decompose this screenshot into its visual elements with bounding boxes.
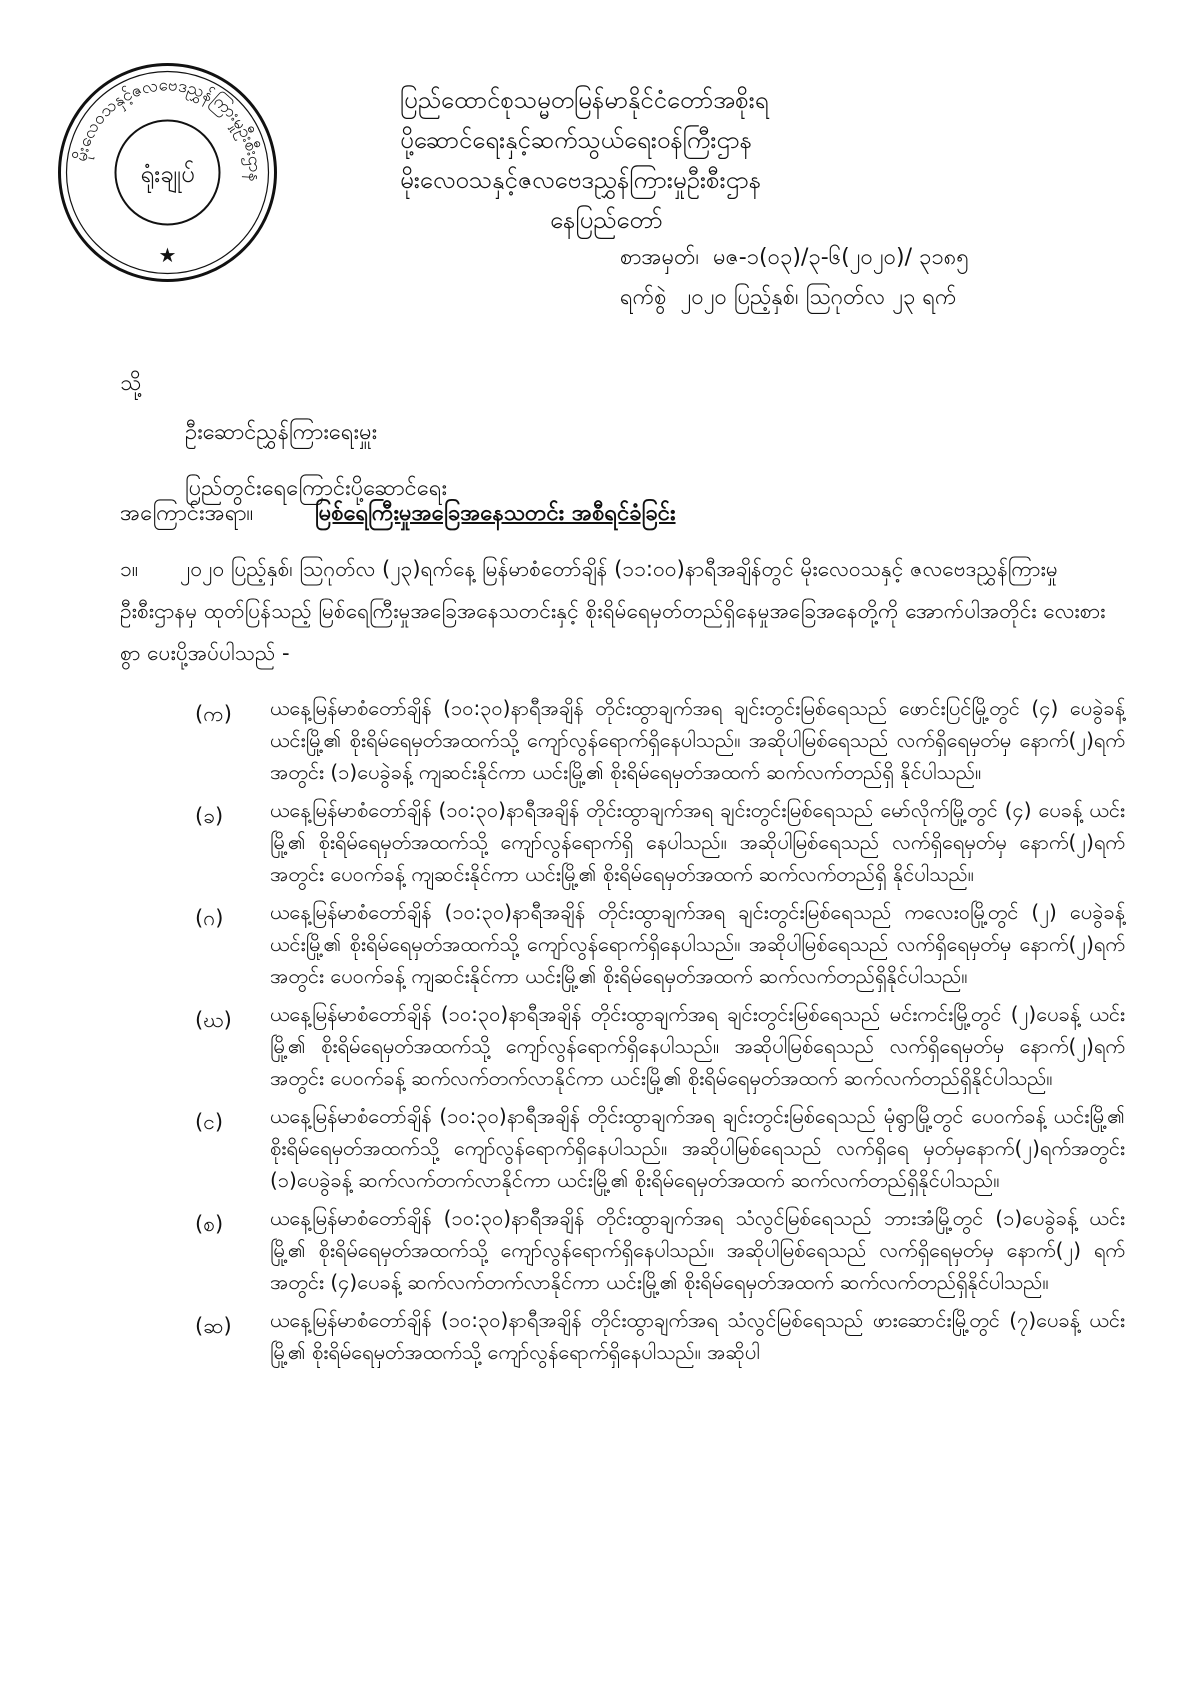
- item-text: ယနေ့မြန်မာစံတော်ချိန် (၁၀:၃၀)နာရီအချိန် တိုင်းထွာချက်အရ ချင်းတွင်းမြစ်ရေသည် ကလေးဝမြို့တွင် (၂) ပေခွဲခန့် ယင်းမြို့၏ စိုးရိမ်ရေမှတ်အထက်သို့ ကျော်လွန်ရောက်ရှိနေပါသည်။ အဆိုပါမြစ်ရေသည် လက်ရှိရေမှတ်မှ နောက်(၂)ရက်အတွင်း ပေဝက်ခန့် ကျဆင်းနိုင်ကာ ယင်းမြို့၏ စိုးရိမ်ရေမှတ်အထက် ဆက်လက်တည်ရှိနိုင်ပါသည်။: [270, 900, 1125, 988]
- to-label: သို့: [120, 371, 142, 396]
- item-label: (င): [195, 1110, 224, 1134]
- item-label: (ဃ): [195, 1008, 232, 1032]
- letter-number: မဇ-၁(၀၃)/၃-၆(၂၀၂၀)/ ၃၁၈၅: [713, 245, 969, 270]
- item-text: ယနေ့မြန်မာစံတော်ချိန် (၁၀:၃၀)နာရီအချိန် တိုင်းထွာချက်အရ ချင်းတွင်းမြစ်ရေသည် မင်းကင်းမြို့တွင် (၂)ပေခန့် ယင်းမြို့၏ စိုးရိမ်ရေမှတ်အထက်သို့ ကျော်လွန်ရောက်ရှိနေပါသည်။ အဆိုပါမြစ်ရေသည် လက်ရှိရေမှတ်မှ နောက်(၂)ရက်အတွင်း ပေဝက်ခန့် ဆက်လက်တက်လာနိုင်ကာ ယင်းမြို့၏ စိုးရိမ်ရေမှတ်အထက် ဆက်လက်တည်ရှိနိုင်ပါသည်။: [270, 1002, 1125, 1090]
- list-item: [195, 896, 1125, 992]
- letterhead: [400, 80, 920, 240]
- list-item: [195, 794, 1125, 890]
- header-ministry: ပို့ဆောင်ရေးနှင့်ဆက်သွယ်ရေးဝန်ကြီးဌာန: [400, 126, 752, 154]
- list-item: [195, 1100, 1125, 1196]
- item-label: (ခ): [195, 804, 224, 828]
- header-government: ပြည်ထောင်စုသမ္မတမြန်မာနိုင်ငံတော်အစိုးရ: [400, 86, 769, 114]
- item-text: ယနေ့မြန်မာစံတော်ချိန် (၁၀:၃၀)နာရီအချိန် တိုင်းထွာချက်အရ ချင်းတွင်းမြစ်ရေသည် မုံရွာမြို့တွင် ပေဝက်ခန့် ယင်းမြို့၏ စိုးရိမ်ရေမှတ်အထက်သို့ ကျော်လွန်ရောက်ရှိနေပါသည်။ အဆိုပါမြစ်ရေသည် လက်ရှိရေ မှတ်မှနောက်(၂)ရက်အတွင်း (၁)ပေခွဲခန့် ဆက်လက်တက်လာနိုင်ကာ ယင်းမြို့၏ စိုးရိမ်ရေမှတ်အထက် ဆက်လက်တည်ရှိနိုင်ပါသည်။: [270, 1104, 1125, 1192]
- official-seal: [55, 60, 280, 285]
- item-label: (ဂ): [195, 906, 224, 930]
- list-item: [195, 1202, 1125, 1298]
- subject-text: မြစ်ရေကြီးမှုအခြေအနေသတင်း အစီရင်ခံခြင်း: [315, 501, 676, 526]
- item-label: (စ): [195, 1212, 224, 1236]
- letter-number-label: စာအမှတ်၊: [620, 245, 700, 270]
- letter-date: ၂၀၂၀ ပြည့်နှစ်၊ ဩဂုတ်လ ၂၃ ရက်: [680, 285, 957, 310]
- item-label: (က): [195, 702, 232, 726]
- subject-line: [120, 498, 676, 531]
- recipient-line: ပြည်တွင်းရေကြောင်းပို့ဆောင်ရေး: [185, 476, 448, 501]
- item-text: ယနေ့မြန်မာစံတော်ချိန် (၁၀:၃၀)နာရီအချိန် တိုင်းထွာချက်အရ ချင်းတွင်းမြစ်ရေသည် မော်လိုက်မြို့တွင် (၄) ပေခန့် ယင်းမြို့၏ စိုးရိမ်ရေမှတ်အထက်သို့ ကျော်လွန်ရောက်ရှိ နေပါသည်။ အဆိုပါမြစ်ရေသည် လက်ရှိရေမှတ်မှ နောက်(၂)ရက်အတွင်း ပေဝက်ခန့် ကျဆင်းနိုင်ကာ ယင်းမြို့၏ စိုးရိမ်ရေမှတ်အထက် ဆက်လက်တည်ရှိ နိုင်ပါသည်။: [270, 798, 1125, 886]
- list-item: [195, 998, 1125, 1094]
- report-items: [195, 692, 1125, 1374]
- seal-center-text: ရုံးချုပ်: [140, 160, 195, 188]
- recipient-line: ဦးဆောင်ညွှန်ကြားရေးမှူး: [185, 420, 378, 445]
- item-text: ယနေ့မြန်မာစံတော်ချိန် (၁၀:၃၀)နာရီအချိန် တိုင်းထွာချက်အရ ချင်းတွင်းမြစ်ရေသည် ဖောင်းပြင်မြို့တွင် (၄) ပေခွဲခန့် ယင်းမြို့၏ စိုးရိမ်ရေမှတ်အထက်သို့ ကျော်လွန်ရောက်ရှိနေပါသည်။ အဆိုပါမြစ်ရေသည် လက်ရှိရေမှတ်မှ နောက်(၂)ရက်အတွင်း (၁)ပေခွဲခန့် ကျဆင်းနိုင်ကာ ယင်းမြို့၏ စိုးရိမ်ရေမှတ်အထက် ဆက်လက်တည်ရှိ နိုင်ပါသည်။: [270, 696, 1125, 784]
- subject-label: အကြောင်းအရာ။: [120, 501, 254, 526]
- paragraph-number: ၁။: [120, 557, 139, 581]
- list-item: [195, 1304, 1125, 1368]
- list-item: [195, 692, 1125, 788]
- date-label: ရက်စွဲ: [620, 285, 667, 310]
- seal-ring-text: မိုးလေဝသနှင့်ဇလဗေဒညွှန်ကြားမှုဦးစီးဌာန: [71, 75, 265, 183]
- seal-star-icon: ★: [158, 243, 177, 267]
- reference-block: [620, 238, 969, 318]
- header-city: နေပြည်တော်: [550, 206, 663, 234]
- intro-paragraph: [120, 548, 1120, 674]
- item-label: (ဆ): [195, 1314, 232, 1338]
- item-text: ယနေ့မြန်မာစံတော်ချိန် (၁၀:၃၀)နာရီအချိန် တိုင်းထွာချက်အရ သံလွင်မြစ်ရေသည် ဖားဆောင်းမြို့တွင် (၇)ပေခန့် ယင်းမြို့၏ စိုးရိမ်ရေမှတ်အထက်သို့ ကျော်လွန်ရောက်ရှိနေပါသည်။ အဆိုပါ: [270, 1308, 1125, 1364]
- intro-text: ၂၀၂၀ ပြည့်နှစ်၊ ဩဂုတ်လ (၂၃)ရက်နေ့ မြန်မာစံတော်ချိန် (၁၁:၀၀)နာရီအချိန်တွင် မိုးလေဝသနှင့် ဇလဗေဒညွှန်ကြားမှုဦးစီးဌာနမှ ထုတ်ပြန်သည့် မြစ်ရေကြီးမှုအခြေအနေသတင်းနှင့် စိုးရိမ်ရေမှတ်တည်ရှိနေမှုအခြေအနေတို့ကို အောက်ပါအတိုင်း လေးစားစွာ ပေးပို့အပ်ပါသည် -: [120, 557, 1106, 665]
- item-text: ယနေ့မြန်မာစံတော်ချိန် (၁၀:၃၀)နာရီအချိန် တိုင်းထွာချက်အရ သံလွင်မြစ်ရေသည် ဘားအံမြို့တွင် (၁)ပေခွဲခန့် ယင်းမြို့၏ စိုးရိမ်ရေမှတ်အထက်သို့ ကျော်လွန်ရောက်ရှိနေပါသည်။ အဆိုပါမြစ်ရေသည် လက်ရှိရေမှတ်မှ နောက်(၂) ရက်အတွင်း (၄)ပေခန့် ဆက်လက်တက်လာနိုင်ကာ ယင်းမြို့၏ စိုးရိမ်ရေမှတ်အထက် ဆက်လက်တည်ရှိနိုင်ပါသည်။: [270, 1206, 1125, 1294]
- header-department: မိုးလေဝသနှင့်ဇလဗေဒညွှန်ကြားမှုဦးစီးဌာန: [400, 166, 762, 194]
